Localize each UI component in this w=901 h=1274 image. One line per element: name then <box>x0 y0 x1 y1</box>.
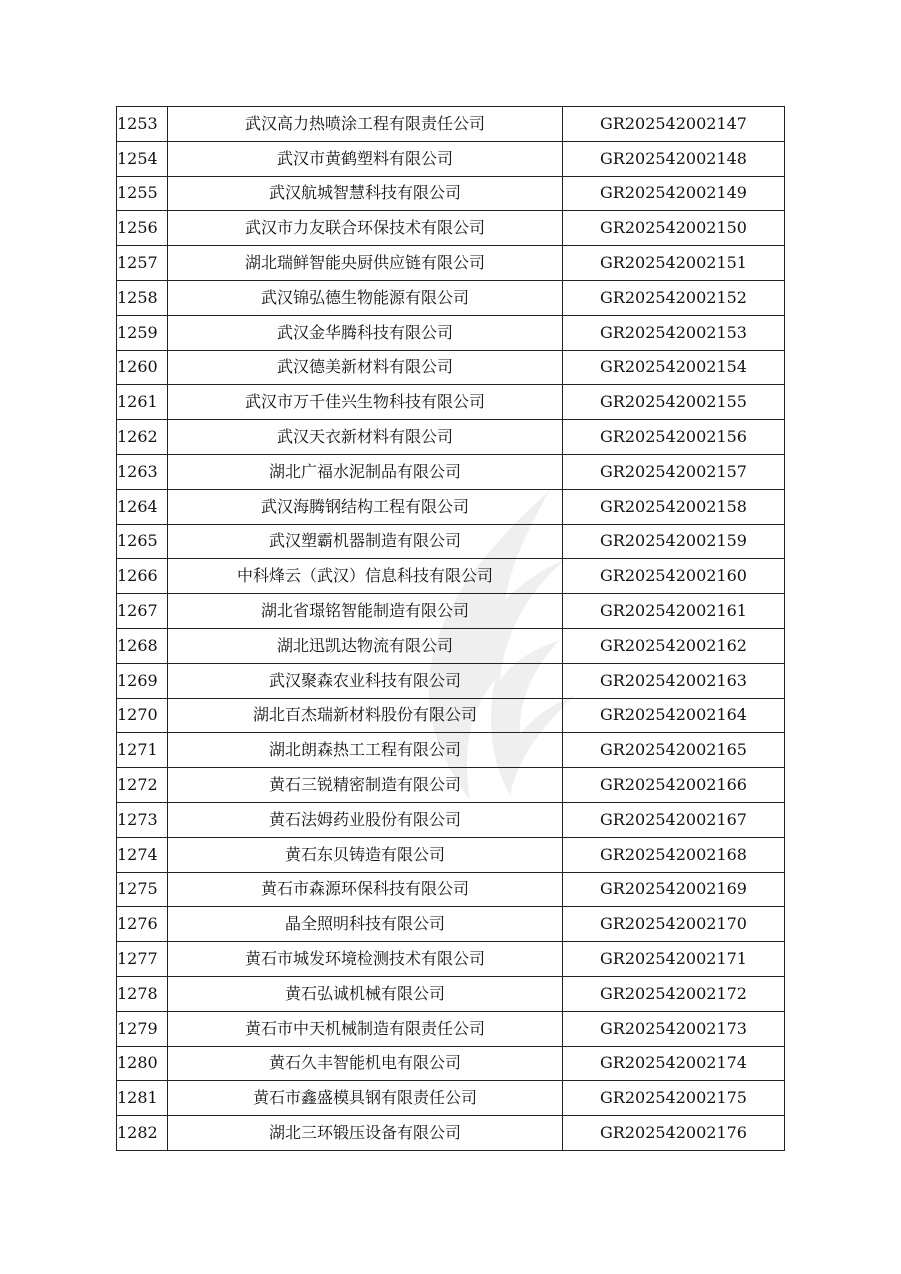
certificate-code: GR202542002165 <box>563 733 785 768</box>
table-row <box>117 350 785 385</box>
table-row <box>117 141 785 176</box>
table-row <box>117 454 785 489</box>
row-number: 1275 <box>117 872 168 907</box>
certificate-code: GR202542002153 <box>563 315 785 350</box>
table-row <box>117 768 785 803</box>
company-name: 武汉高力热喷涂工程有限责任公司 <box>168 107 563 142</box>
table-row <box>117 837 785 872</box>
row-number: 1258 <box>117 280 168 315</box>
company-table <box>116 106 785 1151</box>
row-number: 1277 <box>117 942 168 977</box>
table-row <box>117 733 785 768</box>
row-number: 1260 <box>117 350 168 385</box>
row-number: 1276 <box>117 907 168 942</box>
certificate-code: GR202542002160 <box>563 559 785 594</box>
row-number: 1267 <box>117 594 168 629</box>
certificate-code: GR202542002155 <box>563 385 785 420</box>
certificate-code: GR202542002159 <box>563 524 785 559</box>
company-name: 湖北瑞鲜智能央厨供应链有限公司 <box>168 246 563 281</box>
row-number: 1253 <box>117 107 168 142</box>
row-number: 1266 <box>117 559 168 594</box>
row-number: 1263 <box>117 454 168 489</box>
table-row <box>117 420 785 455</box>
table-row <box>117 524 785 559</box>
certificate-code: GR202542002149 <box>563 176 785 211</box>
table-row <box>117 107 785 142</box>
company-name: 武汉金华腾科技有限公司 <box>168 315 563 350</box>
certificate-code: GR202542002163 <box>563 663 785 698</box>
company-name: 武汉塑霸机器制造有限公司 <box>168 524 563 559</box>
certificate-code: GR202542002148 <box>563 141 785 176</box>
company-name: 湖北迅凯达物流有限公司 <box>168 628 563 663</box>
company-name: 晶全照明科技有限公司 <box>168 907 563 942</box>
row-number: 1278 <box>117 976 168 1011</box>
company-name: 武汉德美新材料有限公司 <box>168 350 563 385</box>
certificate-code: GR202542002174 <box>563 1046 785 1081</box>
table-row <box>117 280 785 315</box>
table-row <box>117 315 785 350</box>
certificate-code: GR202542002147 <box>563 107 785 142</box>
certificate-code: GR202542002162 <box>563 628 785 663</box>
company-name: 武汉航城智慧科技有限公司 <box>168 176 563 211</box>
table-row <box>117 246 785 281</box>
certificate-code: GR202542002168 <box>563 837 785 872</box>
row-number: 1261 <box>117 385 168 420</box>
company-name: 湖北三环锻压设备有限公司 <box>168 1116 563 1151</box>
row-number: 1255 <box>117 176 168 211</box>
company-name: 黄石市城发环境检测技术有限公司 <box>168 942 563 977</box>
table-row <box>117 1046 785 1081</box>
certificate-code: GR202542002171 <box>563 942 785 977</box>
row-number: 1254 <box>117 141 168 176</box>
row-number: 1259 <box>117 315 168 350</box>
table-row <box>117 1081 785 1116</box>
table-row <box>117 628 785 663</box>
certificate-code: GR202542002158 <box>563 489 785 524</box>
row-number: 1282 <box>117 1116 168 1151</box>
certificate-code: GR202542002173 <box>563 1011 785 1046</box>
certificate-code: GR202542002151 <box>563 246 785 281</box>
certificate-code: GR202542002154 <box>563 350 785 385</box>
table-row <box>117 907 785 942</box>
company-name: 黄石三锐精密制造有限公司 <box>168 768 563 803</box>
company-name: 黄石法姆药业股份有限公司 <box>168 802 563 837</box>
table-row <box>117 594 785 629</box>
company-name: 武汉市黄鹤塑料有限公司 <box>168 141 563 176</box>
row-number: 1273 <box>117 802 168 837</box>
row-number: 1274 <box>117 837 168 872</box>
row-number: 1269 <box>117 663 168 698</box>
certificate-code: GR202542002164 <box>563 698 785 733</box>
certificate-code: GR202542002161 <box>563 594 785 629</box>
certificate-code: GR202542002152 <box>563 280 785 315</box>
certificate-code: GR202542002167 <box>563 802 785 837</box>
row-number: 1265 <box>117 524 168 559</box>
company-name: 武汉聚森农业科技有限公司 <box>168 663 563 698</box>
row-number: 1279 <box>117 1011 168 1046</box>
row-number: 1264 <box>117 489 168 524</box>
company-name: 武汉海腾钢结构工程有限公司 <box>168 489 563 524</box>
certificate-code: GR202542002157 <box>563 454 785 489</box>
company-name: 黄石市鑫盛模具钢有限责任公司 <box>168 1081 563 1116</box>
company-name: 武汉市万千佳兴生物科技有限公司 <box>168 385 563 420</box>
table-row <box>117 559 785 594</box>
table-row <box>117 1011 785 1046</box>
row-number: 1256 <box>117 211 168 246</box>
company-name: 武汉市力友联合环保技术有限公司 <box>168 211 563 246</box>
table-row <box>117 211 785 246</box>
company-name: 中科烽云（武汉）信息科技有限公司 <box>168 559 563 594</box>
table-body <box>117 107 785 1151</box>
company-name: 黄石市中天机械制造有限责任公司 <box>168 1011 563 1046</box>
table-row <box>117 489 785 524</box>
company-name: 黄石市森源环保科技有限公司 <box>168 872 563 907</box>
table-row <box>117 976 785 1011</box>
table-row <box>117 385 785 420</box>
certificate-code: GR202542002150 <box>563 211 785 246</box>
certificate-code: GR202542002175 <box>563 1081 785 1116</box>
certificate-code: GR202542002176 <box>563 1116 785 1151</box>
row-number: 1272 <box>117 768 168 803</box>
company-name: 湖北朗森热工工程有限公司 <box>168 733 563 768</box>
table-row <box>117 1116 785 1151</box>
company-name: 黄石弘诚机械有限公司 <box>168 976 563 1011</box>
row-number: 1268 <box>117 628 168 663</box>
certificate-code: GR202542002169 <box>563 872 785 907</box>
company-name: 武汉锦弘德生物能源有限公司 <box>168 280 563 315</box>
table-row <box>117 942 785 977</box>
table-row <box>117 698 785 733</box>
row-number: 1262 <box>117 420 168 455</box>
row-number: 1281 <box>117 1081 168 1116</box>
certificate-code: GR202542002170 <box>563 907 785 942</box>
row-number: 1270 <box>117 698 168 733</box>
table-row <box>117 176 785 211</box>
company-name: 黄石东贝铸造有限公司 <box>168 837 563 872</box>
row-number: 1257 <box>117 246 168 281</box>
table-row <box>117 802 785 837</box>
certificate-code: GR202542002166 <box>563 768 785 803</box>
certificate-code: GR202542002172 <box>563 976 785 1011</box>
certificate-code: GR202542002156 <box>563 420 785 455</box>
row-number: 1271 <box>117 733 168 768</box>
company-name: 武汉天衣新材料有限公司 <box>168 420 563 455</box>
company-name: 湖北广福水泥制品有限公司 <box>168 454 563 489</box>
company-name: 湖北省璟铭智能制造有限公司 <box>168 594 563 629</box>
table-row <box>117 663 785 698</box>
row-number: 1280 <box>117 1046 168 1081</box>
company-name: 黄石久丰智能机电有限公司 <box>168 1046 563 1081</box>
company-name: 湖北百杰瑞新材料股份有限公司 <box>168 698 563 733</box>
table-row <box>117 872 785 907</box>
